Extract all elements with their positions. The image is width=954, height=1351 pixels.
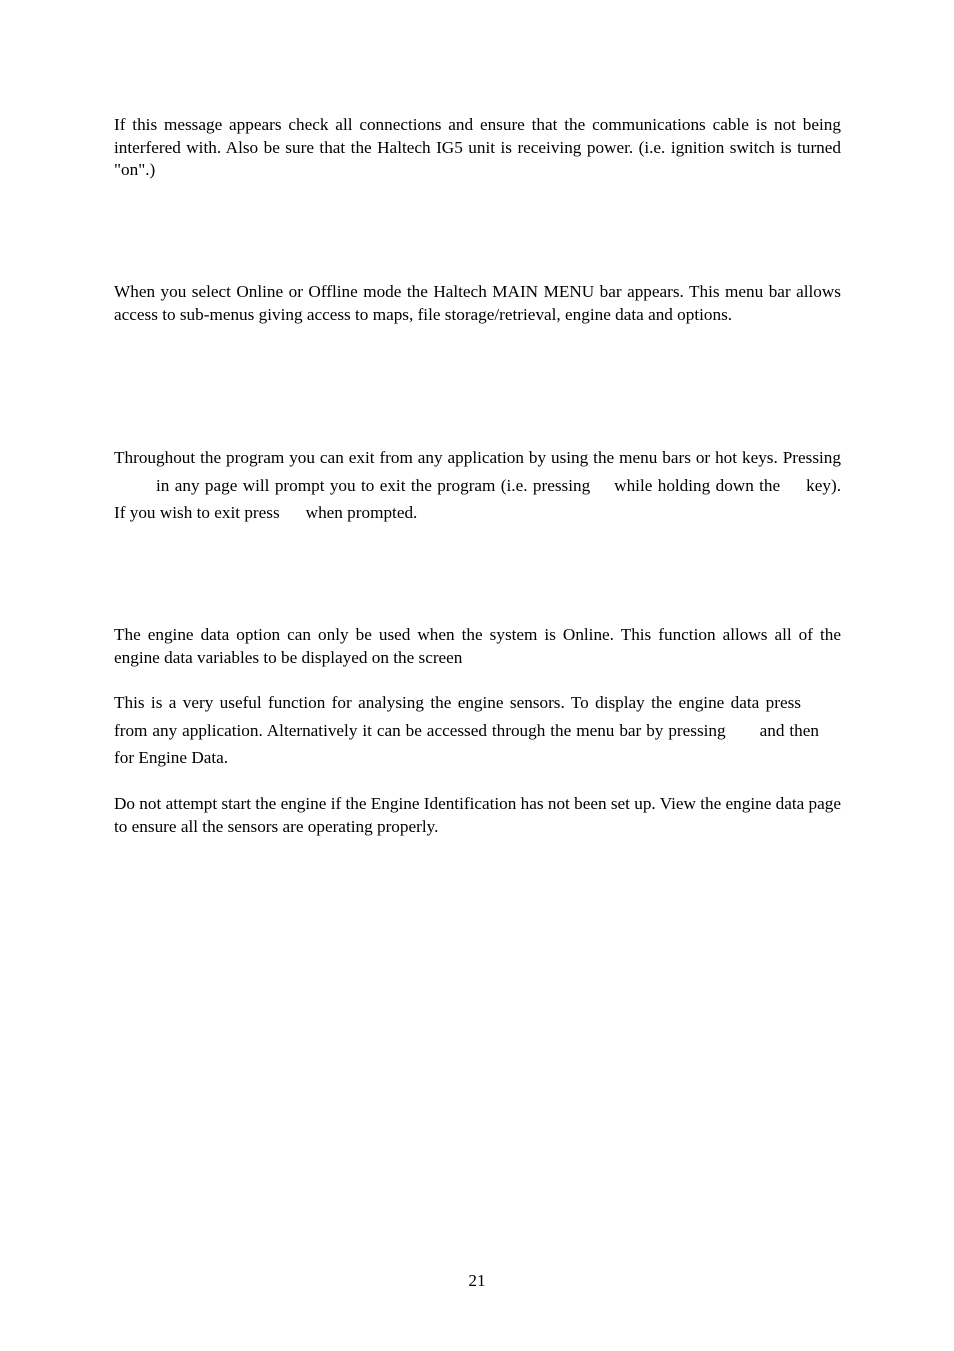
exit-text-4: key). If you wish to exit press xyxy=(114,475,841,522)
engine-data-intro-paragraph: The engine data option can only be used when the system is Online. This function allows all of the engine data variables to be displayed on the screen xyxy=(114,625,841,667)
engine-start-warning-paragraph: Do not attempt start the engine if the Engine Identification has not been set up. View the engine data page to ensure all the sensors are operating properly. xyxy=(114,794,841,836)
exit-text-5: when prompted. xyxy=(305,503,418,522)
usage-text-4: for Engine Data. xyxy=(114,748,229,767)
usage-text-3: and then xyxy=(759,720,819,740)
usage-text-1: This is a very useful function for analysing the engine sensors. To display the engine data press xyxy=(114,693,801,712)
exit-text-1: Throughout the program you can exit from any application by using the menu bars or hot keys. Pressing xyxy=(114,448,841,467)
exit-text-3: while holding down the xyxy=(614,475,781,495)
main-menu-paragraph: When you select Online or Offline mode the Haltech MAIN MENU bar appears. This menu bar allows access to sub-menus giving access to maps, file storage/retrieval, engine data and options. xyxy=(114,282,841,324)
usage-text-2: from any application. Alternatively it can be accessed through the menu bar by pressing xyxy=(114,720,726,740)
page-number: 21 xyxy=(468,1271,486,1290)
exit-text-2: in any page will prompt you to exit the program (i.e. pressing xyxy=(156,475,591,495)
connection-check-paragraph: If this message appears check all connections and ensure that the communications cable is not being interfered with. Also be sure that the Haltech IG5 unit is receiving power. (i.e. ignition switch is turned "on".) xyxy=(114,115,841,179)
engine-data-usage-paragraph xyxy=(114,689,841,772)
exit-program-paragraph xyxy=(114,444,841,527)
